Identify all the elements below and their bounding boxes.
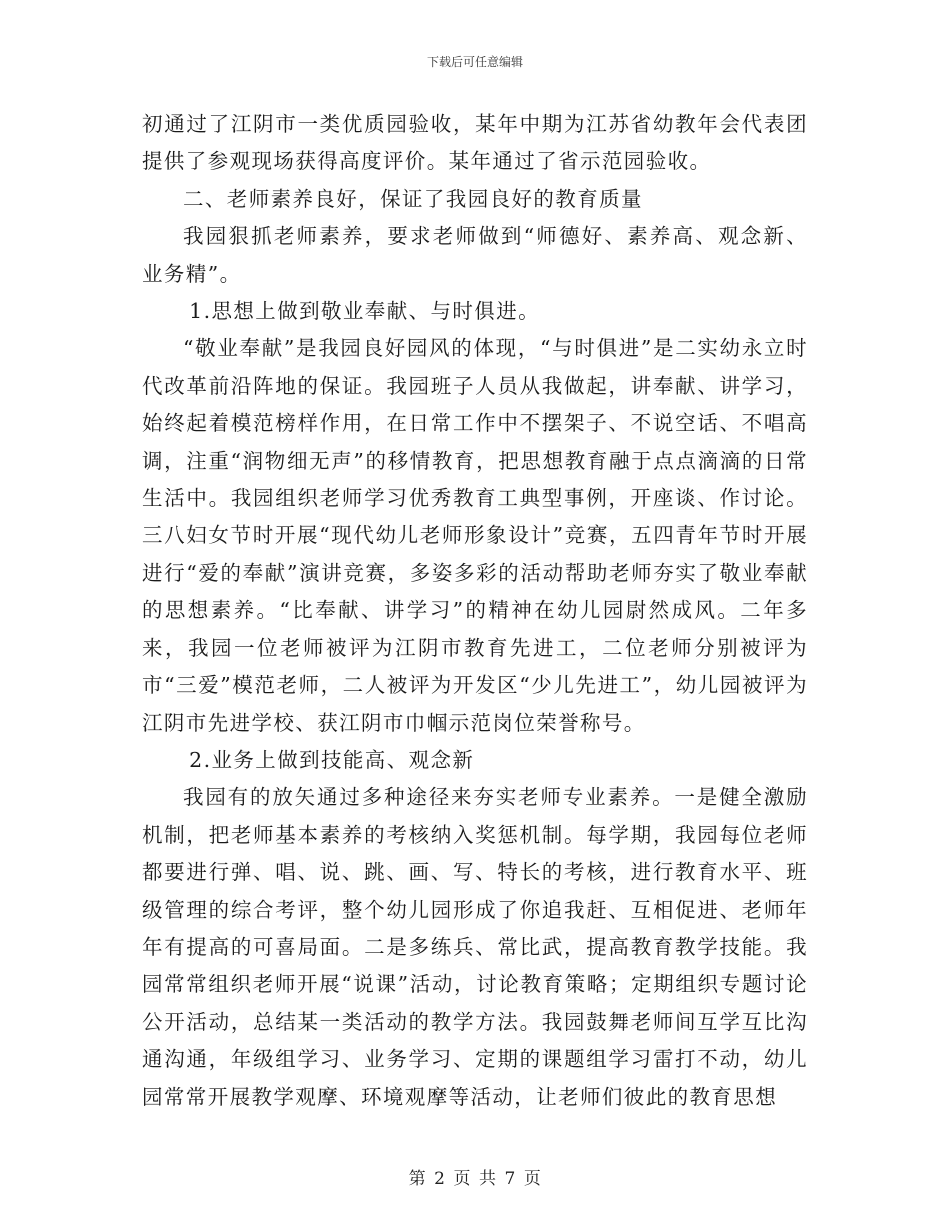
subsection-heading-2: 2.业务上做到技能高、观念新 (189, 747, 475, 772)
subsection-heading-1: 1.思想上做到敬业奉献、与时俱进。 (189, 299, 540, 324)
footer-total-prefix: 共 (479, 1169, 497, 1189)
footer-prefix: 第 (408, 1169, 427, 1189)
footer-total-pages: 7 (504, 1169, 516, 1189)
page-footer (0, 1164, 950, 1189)
paragraph-continuation: 初通过了江阴市一类优质园验收，某年中期为江苏省幼教年会代表团提供了参观现场获得高度评价。某年通过了省示范园验收。 (142, 112, 808, 174)
paragraph-intro: 我园狠抓老师素养，要求老师做到“师德好、素养高、观念新、业务精”。 (142, 224, 808, 286)
header-note: 下载后可任意编辑 (426, 55, 523, 69)
footer-middle: 页 (453, 1169, 471, 1189)
document-body (142, 106, 808, 1116)
paragraph-skills: 我园有的放矢通过多种途径来夯实老师专业素养。一是健全激励机制，把老师基本素养的考核纳入奖惩机制。每学期，我园每位老师都要进行弹、唱、说、跳、画、写、特长的考核，进行教育水平、班级管理的综合考评，整个幼儿园形成了你追我赶、互相促进、老师年年有提高的可喜局面。二是多练兵、常比武，提高教育教学技能。我园常常组织老师开展“说课”活动，讨论教育策略；定期组织专题讨论公开活动，总结某一类活动的教学方法。我园鼓舞老师间互学互比沟通沟通，年级组学习、业务学习、定期的课题组学习雷打不动，幼儿园常常开展教学观摩、环境观摩等活动，让老师们彼此的教育思想 (142, 785, 808, 1109)
footer-suffix: 页 (523, 1169, 542, 1189)
paragraph-dedication: “敬业奉献”是我园良好园风的体现，“与时俱进”是二实幼永立时代改革前沿阵地的保证。我园班子人员从我做起，讲奉献、讲学习，始终起着模范榜样作用，在日常工作中不摆架子、不说空话、不唱高调，注重“润物细无声”的移情教育，把思想教育融于点点滴滴的日常生活中。我园组织老师学习优秀教育工典型事例，开座谈、作讨论。三八妇女节时开展“现代幼儿老师形象设计”竞赛，五四青年节时开展进行“爱的奉献”演讲竞赛，多姿多彩的活动帮助老师夯实了敬业奉献的思想素养。“比奉献、讲学习”的精神在幼儿园尉然成风。二年多来，我园一位老师被评为江阴市教育先进工，二位老师分别被评为市“三爱”模范老师，二人被评为开发区“少儿先进工”，幼儿园被评为江阴市先进学校、获江阴市巾帼示范岗位荣誉称号。 (142, 336, 808, 735)
section-heading: 二、老师素养良好，保证了我园良好的教育质量 (183, 186, 643, 211)
footer-current-page: 2 (434, 1169, 446, 1189)
